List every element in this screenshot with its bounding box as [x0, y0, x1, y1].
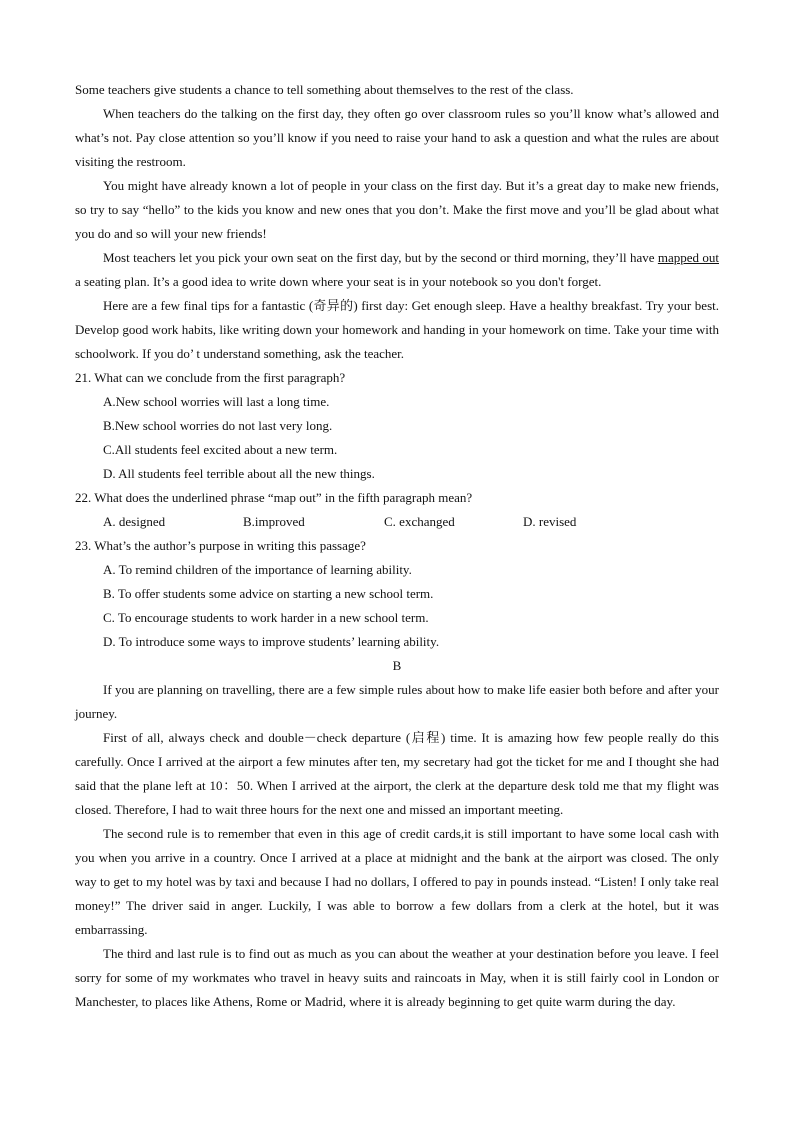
question-23-option-d: D. To introduce some ways to improve students’ learning ability.	[103, 634, 440, 649]
question-22-option-b: B.improved	[243, 514, 305, 529]
passage-b-paragraph-4: The third and last rule is to find out as much as you can about the weather at your destination before you leave. I feel sorry for some of my workmates who travel in heavy suits and raincoats in May, when it is still fairly cool in London or Manchester, to places like Athens, Rome or Madrid, where it is already beginning to get quite warm during the day.	[75, 946, 719, 1009]
document-page	[75, 78, 719, 1014]
passage-b-paragraph-2: First of all, always check and double－check departure (启程) time. It is amazing how few people really do this carefully. Once I arrived at the airport a few minutes after ten, my secretary had got the ticket for me and I thought she had said that the plane left at 10：50. When I arrived at the airport, the clerk at the departure desk told me that my flight was closed. Therefore, I had to wait three hours for the next one and missed an important meeting.	[75, 730, 719, 817]
passage-a-paragraph-3: You might have already known a lot of people in your class on the first day. But it’s a great day to make new friends, so try to say “hello” to the kids you know and new ones that you don’t. Make the first move and you’ll be glad about what you do and so will your new friends!	[75, 178, 719, 241]
question-21-option-b: B.New school worries do not last very long.	[103, 418, 333, 433]
question-21-option-a: A.New school worries will last a long time.	[103, 394, 330, 409]
question-23-option-c: C. To encourage students to work harder in a new school term.	[103, 610, 429, 625]
passage-a-paragraph-4	[75, 246, 719, 294]
passage-b-paragraph-1: If you are planning on travelling, there are a few simple rules about how to make life easier both before and after your journey.	[75, 682, 719, 721]
passage-b-paragraph-3: The second rule is to remember that even in this age of credit cards,it is still important to have some local cash with you when you arrive in a country. Once I arrived at a place at midnight and the bank at the airport was closed. The only way to get to my hotel was by taxi and because I had no dollars, I offered to pay in pounds instead. “Listen! I only take real money!” The driver said in anger. Luckily, I was able to borrow a few dollars from a clerk at the hotel, but it was embarrassing.	[75, 826, 719, 937]
passage-a-paragraph-5: Here are a few final tips for a fantastic (奇异的) first day: Get enough sleep. Have a healthy breakfast. Try your best. Develop good work habits, like writing down your homework and handing in your homework on time. Take your time with schoolwork. If you do’ t understand something, ask the teacher.	[75, 298, 719, 361]
question-22-option-c: C. exchanged	[384, 514, 455, 529]
question-22-options	[75, 510, 719, 534]
question-22-stem: 22. What does the underlined phrase “map out” in the fifth paragraph mean?	[75, 490, 473, 505]
question-21-option-c: C.All students feel excited about a new term.	[103, 442, 338, 457]
question-23-option-a: A. To remind children of the importance of learning ability.	[103, 562, 412, 577]
question-23-option-b: B. To offer students some advice on starting a new school term.	[103, 586, 434, 601]
underlined-phrase: mapped out	[657, 250, 719, 265]
question-21-stem: 21. What can we conclude from the first paragraph?	[75, 370, 346, 385]
passage-a-paragraph-1: Some teachers give students a chance to tell something about themselves to the rest of the class.	[75, 82, 574, 97]
passage-b-heading: B	[392, 658, 402, 673]
passage-a-paragraph-2: When teachers do the talking on the first day, they often go over classroom rules so you’ll know what’s allowed and what’s not. Pay close attention so you’ll know if you need to raise your hand to ask a question and what the rules are about visiting the restroom.	[75, 106, 719, 169]
question-23-stem: 23. What’s the author’s purpose in writing this passage?	[75, 538, 366, 553]
paragraph-4-text-before: Most teachers let you pick your own seat on the first day, but by the second or third morning, they’ll have	[103, 250, 658, 265]
question-21-option-d: D. All students feel terrible about all the new things.	[103, 466, 375, 481]
question-22-option-d: D. revised	[523, 514, 577, 529]
paragraph-4-text-after: a seating plan. It’s a good idea to write down where your seat is in your notebook so you don't forget.	[75, 274, 602, 289]
question-22-option-a: A. designed	[103, 514, 166, 529]
